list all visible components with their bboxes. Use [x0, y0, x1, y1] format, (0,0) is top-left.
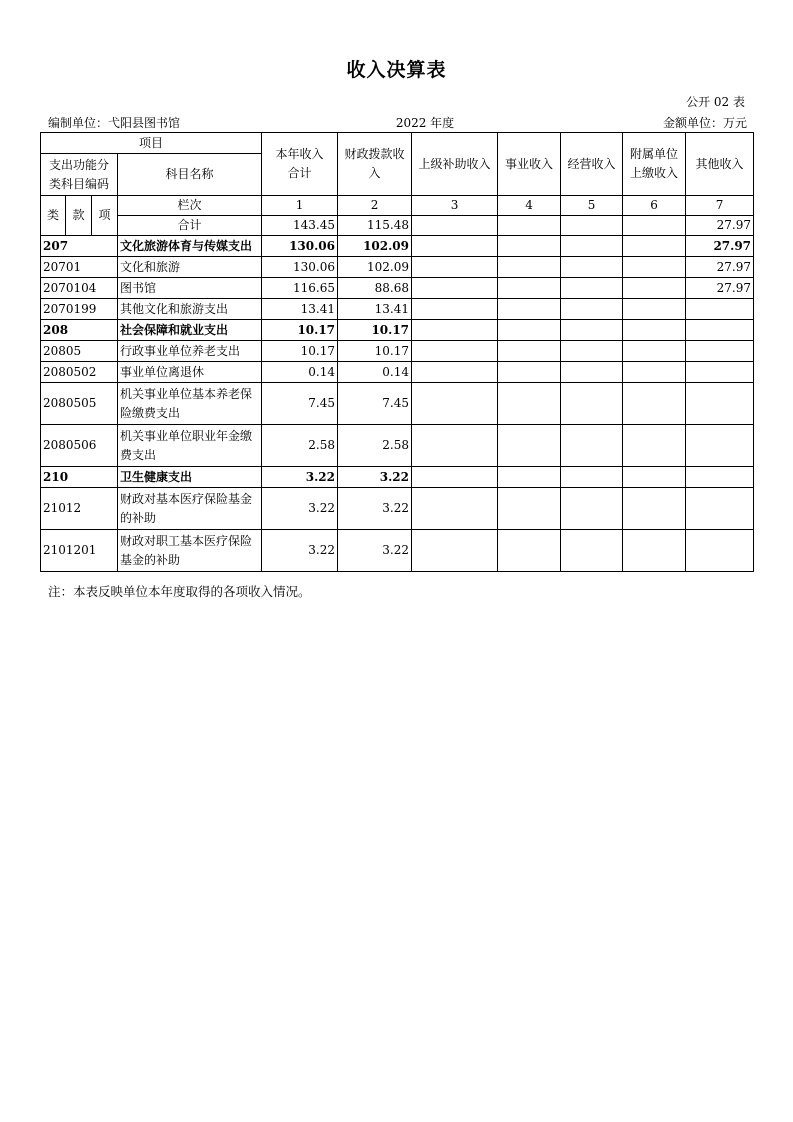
header-col-affiliated-label: 附属单位上缴收入	[630, 147, 679, 180]
fiscal-amount: 3.22	[338, 488, 412, 530]
business-amount	[498, 530, 561, 572]
upper-amount	[412, 320, 498, 341]
upper-amount	[412, 341, 498, 362]
other-amount	[686, 530, 754, 572]
affiliated-amount	[623, 299, 686, 320]
upper-amount	[412, 425, 498, 467]
affiliated-amount	[623, 341, 686, 362]
operating-amount	[561, 362, 623, 383]
table-row	[41, 362, 754, 383]
header-func-code-label: 支出功能分类科目编码	[48, 157, 109, 191]
header-col-operating: 经营收入	[561, 133, 623, 196]
affiliated-amount	[623, 278, 686, 299]
upper-amount	[412, 216, 498, 236]
other-amount	[686, 383, 754, 425]
fiscal-amount: 102.09	[338, 236, 412, 257]
row-name: 文化和旅游	[118, 257, 262, 278]
other-amount: 27.97	[686, 216, 754, 236]
row-code: 2070104	[41, 278, 118, 299]
operating-amount	[561, 488, 623, 530]
upper-amount	[412, 467, 498, 488]
total-amount: 3.22	[262, 467, 338, 488]
fiscal-amount: 0.14	[338, 362, 412, 383]
table-row	[41, 467, 754, 488]
total-amount: 143.45	[262, 216, 338, 236]
total-amount: 130.06	[262, 236, 338, 257]
upper-amount	[412, 383, 498, 425]
business-amount	[498, 362, 561, 383]
upper-amount	[412, 362, 498, 383]
operating-amount	[561, 236, 623, 257]
total-row	[41, 216, 754, 236]
row-name: 行政事业单位养老支出	[118, 341, 262, 362]
total-amount: 7.45	[262, 383, 338, 425]
total-amount: 2.58	[262, 425, 338, 467]
row-name: 图书馆	[118, 278, 262, 299]
affiliated-amount	[623, 425, 686, 467]
fiscal-amount: 102.09	[338, 257, 412, 278]
business-amount	[498, 488, 561, 530]
form-number: 公开 02 表	[686, 95, 745, 109]
operating-amount	[561, 320, 623, 341]
fiscal-amount: 13.41	[338, 299, 412, 320]
business-amount	[498, 299, 561, 320]
row-name: 文化旅游体育与传媒支出	[118, 236, 262, 257]
operating-amount	[561, 467, 623, 488]
total-amount: 3.22	[262, 530, 338, 572]
col-num: 7	[686, 196, 754, 216]
business-amount	[498, 467, 561, 488]
other-amount: 27.97	[686, 257, 754, 278]
header-col-total-label: 本年收入合计	[275, 147, 324, 180]
total-amount: 10.17	[262, 341, 338, 362]
affiliated-amount	[623, 383, 686, 425]
other-amount	[686, 362, 754, 383]
total-amount: 10.17	[262, 320, 338, 341]
fiscal-amount: 115.48	[338, 216, 412, 236]
table-row	[41, 257, 754, 278]
affiliated-amount	[623, 467, 686, 488]
table-row	[41, 488, 754, 530]
operating-amount	[561, 299, 623, 320]
row-name: 机关事业单位基本养老保险缴费支出	[118, 383, 262, 425]
header-subject-name: 科目名称	[118, 154, 262, 196]
row-code: 208	[41, 320, 118, 341]
total-amount: 13.41	[262, 299, 338, 320]
upper-amount	[412, 257, 498, 278]
compiling-unit: 编制单位：弋阳县图书馆	[48, 116, 181, 130]
business-amount	[498, 257, 561, 278]
other-amount	[686, 320, 754, 341]
header-col-fiscal-label: 财政拨款收入	[344, 147, 405, 180]
fiscal-amount: 7.45	[338, 383, 412, 425]
total-amount: 3.22	[262, 488, 338, 530]
total-amount: 0.14	[262, 362, 338, 383]
header-lei: 类	[41, 196, 66, 236]
row-code: 2070199	[41, 299, 118, 320]
col-num: 6	[623, 196, 686, 216]
row-name: 卫生健康支出	[118, 467, 262, 488]
affiliated-amount	[623, 236, 686, 257]
affiliated-amount	[623, 216, 686, 236]
affiliated-amount	[623, 257, 686, 278]
affiliated-amount	[623, 488, 686, 530]
operating-amount	[561, 278, 623, 299]
fiscal-amount: 10.17	[338, 341, 412, 362]
business-amount	[498, 320, 561, 341]
affiliated-amount	[623, 362, 686, 383]
fiscal-amount: 2.58	[338, 425, 412, 467]
business-amount	[498, 425, 561, 467]
header-col-other: 其他收入	[686, 133, 754, 196]
row-code: 20701	[41, 257, 118, 278]
row-code: 20805	[41, 341, 118, 362]
row-name: 财政对职工基本医疗保险基金的补助	[118, 530, 262, 572]
table-row	[41, 383, 754, 425]
operating-amount	[561, 341, 623, 362]
business-amount	[498, 278, 561, 299]
row-code: 2080502	[41, 362, 118, 383]
upper-amount	[412, 299, 498, 320]
col-num: 5	[561, 196, 623, 216]
row-code: 2101201	[41, 530, 118, 572]
business-amount	[498, 216, 561, 236]
table-row	[41, 236, 754, 257]
table-row	[41, 278, 754, 299]
row-name: 其他文化和旅游支出	[118, 299, 262, 320]
table-row	[41, 530, 754, 572]
operating-amount	[561, 425, 623, 467]
table-row	[41, 425, 754, 467]
total-amount: 130.06	[262, 257, 338, 278]
total-amount: 116.65	[262, 278, 338, 299]
header-col-affiliated	[623, 133, 686, 196]
header-xiang: 项	[92, 196, 118, 236]
table-row	[41, 299, 754, 320]
other-amount	[686, 425, 754, 467]
row-code: 21012	[41, 488, 118, 530]
row-code: 210	[41, 467, 118, 488]
affiliated-amount	[623, 530, 686, 572]
column-number-row	[41, 196, 754, 216]
other-amount: 27.97	[686, 278, 754, 299]
header-func-code	[41, 154, 118, 196]
col-num: 4	[498, 196, 561, 216]
row-code: 207	[41, 236, 118, 257]
row-name: 社会保障和就业支出	[118, 320, 262, 341]
header-column-order: 栏次	[118, 196, 262, 216]
col-num: 3	[412, 196, 498, 216]
operating-amount	[561, 530, 623, 572]
operating-amount	[561, 383, 623, 425]
upper-amount	[412, 488, 498, 530]
upper-amount	[412, 530, 498, 572]
footnote: 注：本表反映单位本年度取得的各项收入情况。	[48, 584, 311, 599]
other-amount	[686, 341, 754, 362]
header-col-total	[262, 133, 338, 196]
currency-unit: 金额单位：万元	[662, 116, 747, 130]
other-amount	[686, 299, 754, 320]
other-amount	[686, 467, 754, 488]
col-num: 2	[338, 196, 412, 216]
other-amount	[686, 488, 754, 530]
header-col-upper: 上级补助收入	[412, 133, 498, 196]
upper-amount	[412, 278, 498, 299]
page-title: 收入决算表	[346, 59, 447, 81]
upper-amount	[412, 236, 498, 257]
row-code: 2080506	[41, 425, 118, 467]
table-row	[41, 320, 754, 341]
affiliated-amount	[623, 320, 686, 341]
header-item: 项目	[41, 133, 262, 154]
row-code: 2080505	[41, 383, 118, 425]
operating-amount	[561, 257, 623, 278]
col-num: 1	[262, 196, 338, 216]
income-table	[40, 132, 754, 572]
business-amount	[498, 341, 561, 362]
header-kuan: 款	[66, 196, 92, 236]
total-label: 合计	[118, 216, 262, 236]
row-name: 事业单位离退休	[118, 362, 262, 383]
fiscal-amount: 10.17	[338, 320, 412, 341]
header-row	[41, 133, 754, 154]
header-col-business: 事业收入	[498, 133, 561, 196]
header-col-fiscal	[338, 133, 412, 196]
operating-amount	[561, 216, 623, 236]
business-amount	[498, 236, 561, 257]
fiscal-amount: 88.68	[338, 278, 412, 299]
fiscal-amount: 3.22	[338, 530, 412, 572]
business-amount	[498, 383, 561, 425]
fiscal-year: 2022 年度	[395, 116, 455, 130]
other-amount: 27.97	[686, 236, 754, 257]
table-row	[41, 341, 754, 362]
row-name: 机关事业单位职业年金缴费支出	[118, 425, 262, 467]
fiscal-amount: 3.22	[338, 467, 412, 488]
row-name: 财政对基本医疗保险基金的补助	[118, 488, 262, 530]
